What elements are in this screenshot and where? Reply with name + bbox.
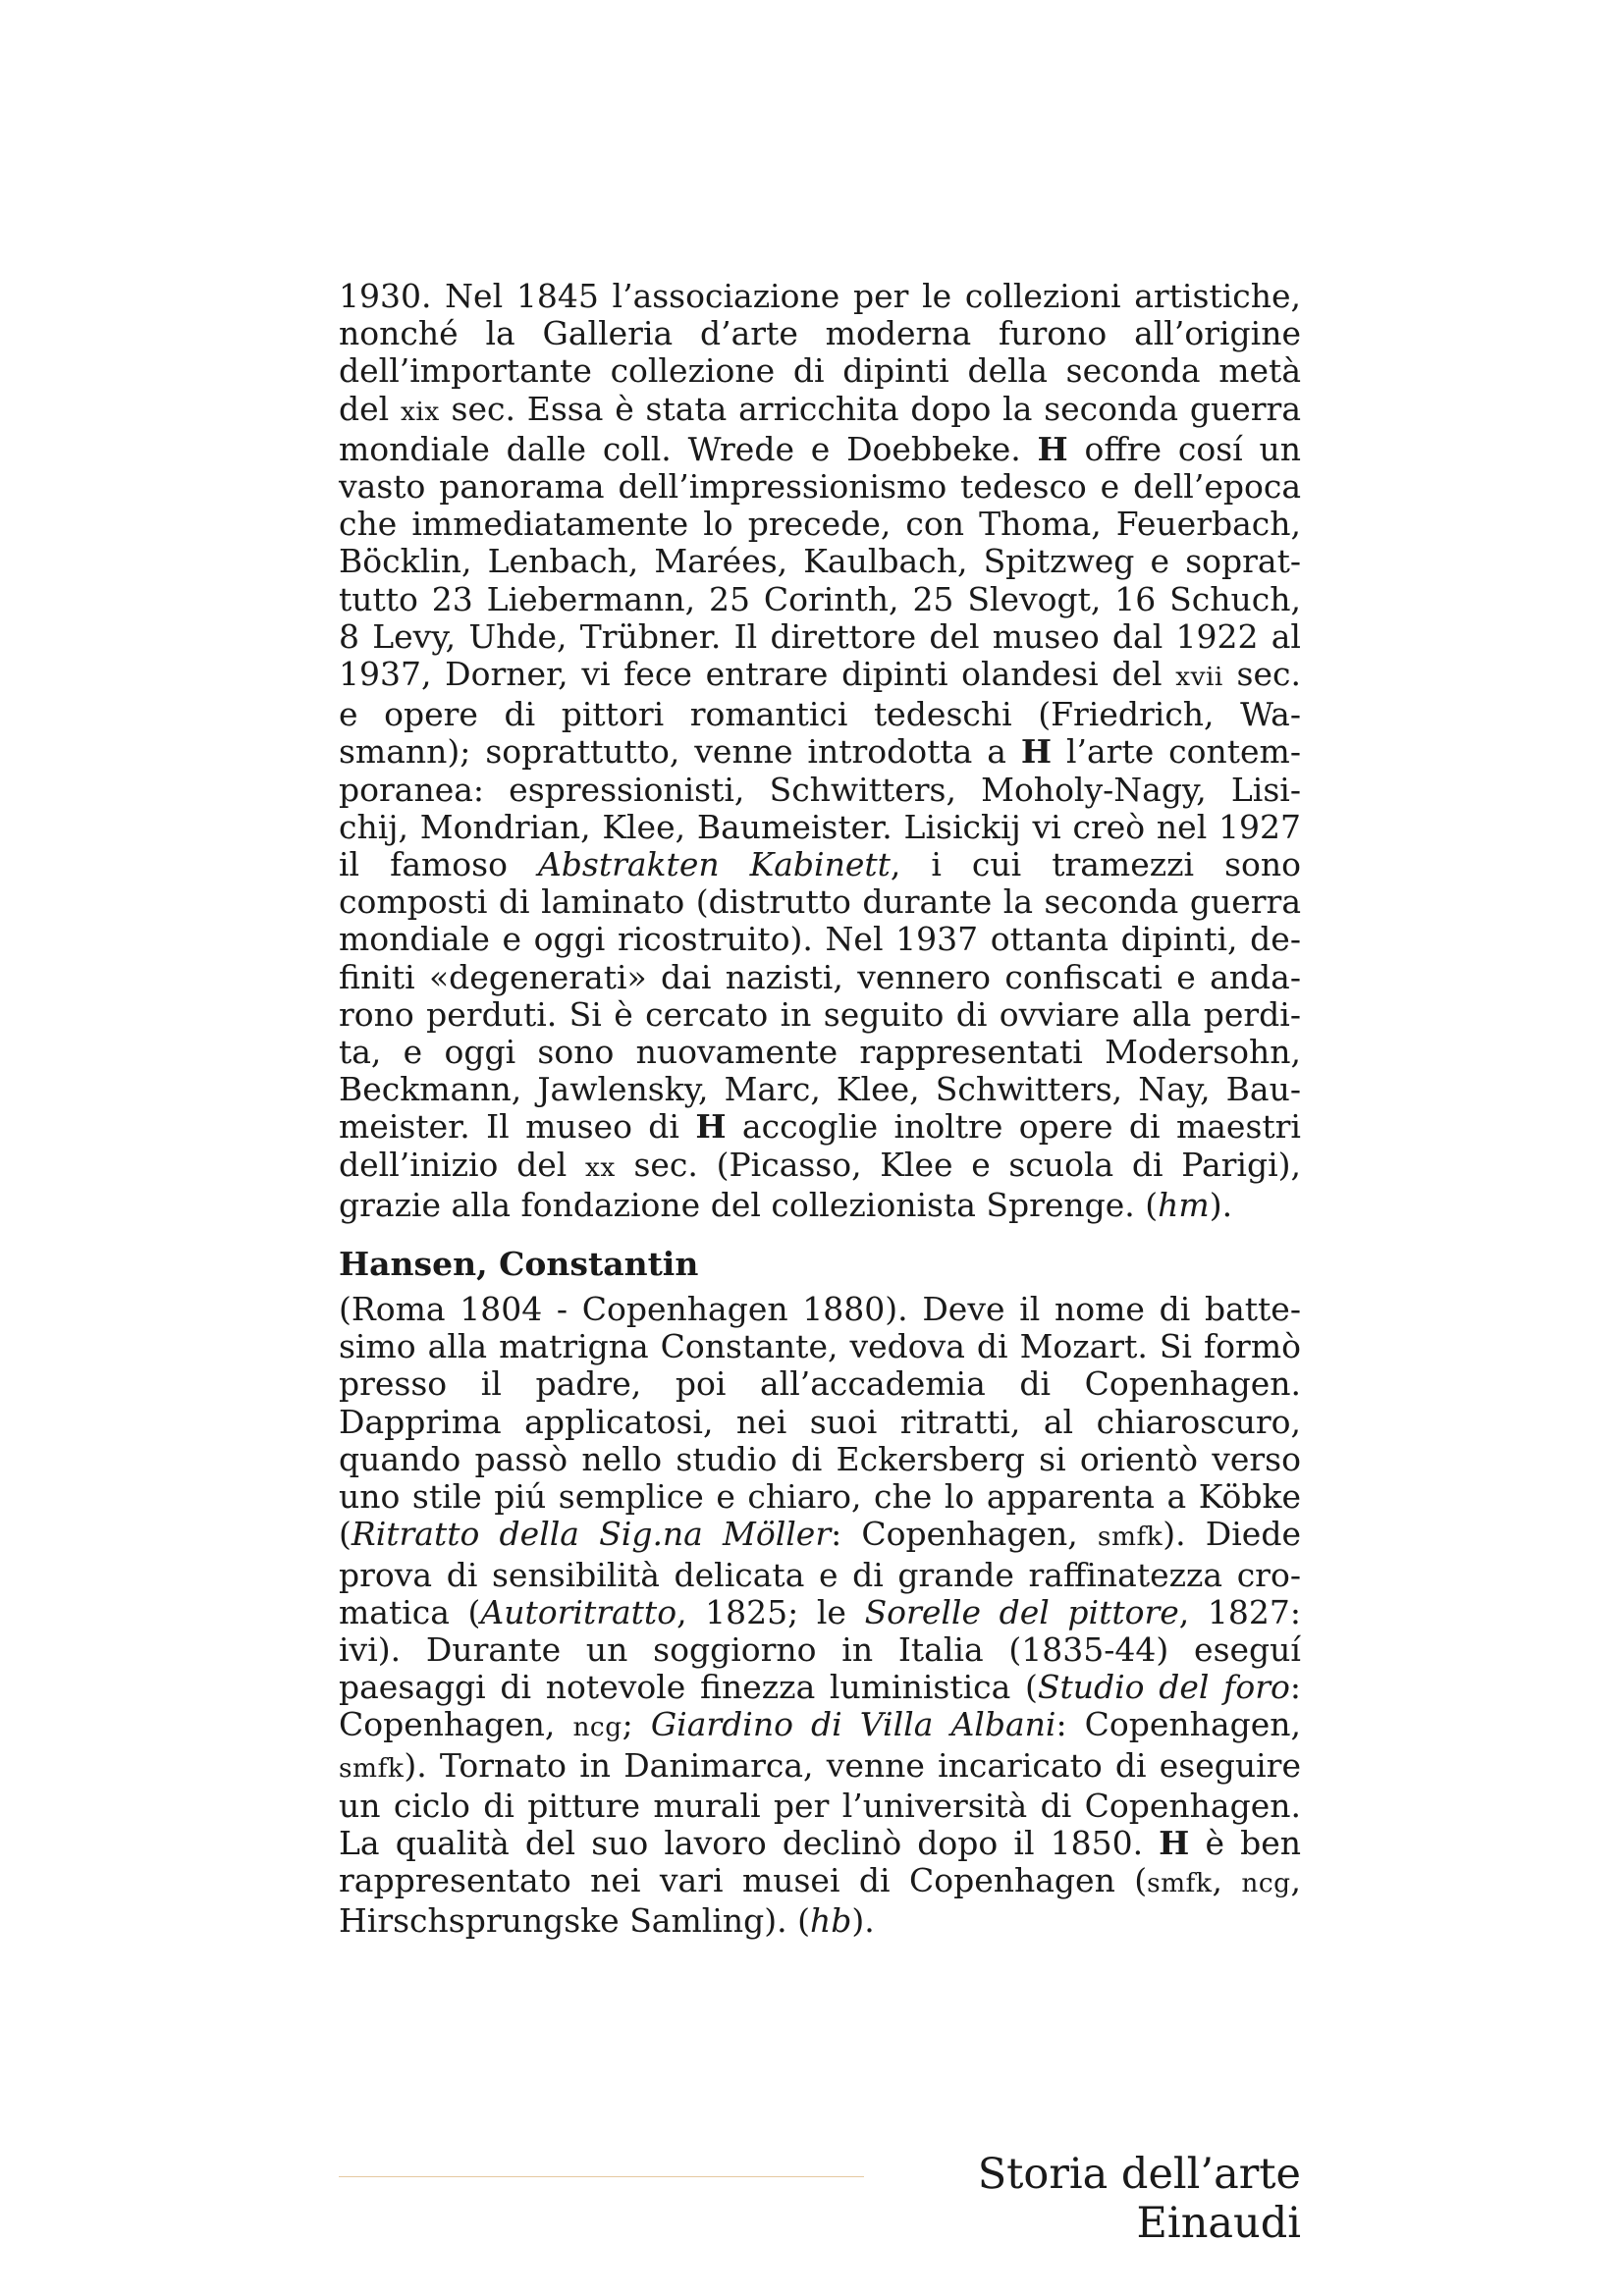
text-run: ). Tornato in Danimarca, venne incaricato di eseguire un ciclo di pitture murali per l’università di Copenhagen. La qualità del suo lavoro declinò dopo il 1850. [339,1745,1301,1862]
footer-rule [339,2176,864,2177]
entry-paragraph-hansen [339,1291,1301,1940]
entry-abbreviation: H [1020,732,1053,772]
text-run: : Copenhagen, [1055,1705,1302,1744]
text-run: (Roma 1804 - Copenhagen 1880). Deve il nome di battesimo alla matrigna Constante, vedova di Mozart. Si formò presso il padre, poi all’accademia di Copenhagen. Dapprima applicatosi, nei suoi ritratti, al chiaroscuro, quando passò nello studio di Eckersberg si orientò verso uno stile piú semplice e chiaro, che lo apparenta a Köbke ( [339,1290,1301,1554]
text-run: ). [851,1901,875,1941]
text-run: , Hirschsprungske Samling). ( [339,1861,1301,1941]
century-numeral: xx [585,1151,616,1183]
text-run: sec. Essa è stata arricchita dopo la seconda guerra mondiale dalle coll. Wrede e Doebbeke. [339,389,1301,468]
text-run: ). Diede prova di sensibilità delicata e di grande raffinatezza cromatica ( [339,1515,1301,1631]
artwork-title: Studio del foro [1037,1668,1290,1707]
artwork-title: Ritratto della Sig.na Möller [351,1515,832,1554]
text-run: sec. (Picasso, Klee e scuola di Parigi), grazie alla fondazione del collezionista Sprenge. ( [339,1145,1302,1224]
entry-abbreviation: H [695,1107,727,1147]
artwork-title: Autoritratto [480,1592,677,1631]
entry-abbreviation: H [1159,1823,1190,1862]
artwork-title: Giardino di Villa Albani [650,1705,1056,1744]
text-run: , [1212,1861,1242,1900]
text-run: : Copenhagen, [831,1515,1098,1554]
text-run: sec. e opere di pittori romantici tedeschi (Friedrich, Wasmann); soprattutto, venne introdotta a [339,655,1301,772]
text-run: è ben rappresentato nei vari musei di Copenhagen ( [339,1823,1301,1900]
museum-abbreviation: smfk [1147,1868,1213,1899]
museum-abbreviation: ncg [572,1712,622,1743]
footer-title: Storia dell’arte Einaudi [977,2150,1301,2248]
museum-abbreviation: ncg [1241,1868,1291,1899]
artwork-title: Sorelle del pittore [864,1592,1179,1631]
museum-abbreviation: smfk [339,1752,405,1784]
century-numeral: xix [401,396,440,427]
entry-abbreviation: H [1037,429,1068,468]
text-column [339,278,1301,1941]
museum-abbreviation: smfk [1097,1522,1163,1553]
author-initials: hb [809,1901,852,1941]
entry-paragraph-museum [339,278,1301,1224]
text-run: accoglie inoltre opere di maestri dell’inizio del [339,1107,1301,1184]
text-run: , i cui tramezzi sono composti di laminato (distrutto durante la seconda guerra mondiale e oggi ricostruito). Nel 1937 ottanta dipinti, definiti «degenerati» dai nazisti, vennero confiscati e andarono perduti. Si è cercato in seguito di ovviare alla perdita, e oggi sono nuovamente rappresentati Modersohn, Beckmann, Jawlensky, Marc, Klee, Schwitters, Nay, Baumeister. Il museo di [339,845,1301,1147]
text-run: l’arte contemporanea: espressionisti, Schwitters, Moholy-Nagy, Lisichij, Mondrian, Klee, Baumeister. Lisickij vi creò nel 1927 il famoso [339,732,1302,884]
entry-heading: Hansen, Constantin [339,1245,699,1284]
century-numeral: xvii [1175,662,1223,693]
artwork-title: Abstrakten Kabinett [537,845,891,884]
text-run: offre cosí un vasto panorama dell’impressionismo tedesco e dell’epoca che immediatamente lo precede, con Thoma, Feuerbach, Böcklin, Lenbach, Marées, Kaulbach, Spitzweg e soprattutto 23 Liebermann, 25 Corinth, 25 Slevogt, 16 Schuch, 8 Levy, Uhde, Trübner. Il direttore del museo dal 1922 al 1937, Dorner, vi fece entrare dipinti olandesi del [339,429,1301,694]
text-run: 1930. Nel 1845 l’associazione per le collezioni artistiche, nonché la Galleria d’arte moderna furono all’origine dell’importante collezione di dipinti della seconda metà del [339,277,1301,428]
text-run: ). [1209,1185,1233,1224]
text-run: , 1827: ivi). Durante un soggiorno in Italia (1835-44) eseguí paesaggi di notevole finezza luministica ( [339,1592,1301,1707]
text-run: : Copenhagen, [339,1668,1301,1744]
text-run: , 1825; le [676,1592,865,1631]
author-initials: hm [1158,1185,1210,1224]
text-run: ; [622,1705,651,1744]
